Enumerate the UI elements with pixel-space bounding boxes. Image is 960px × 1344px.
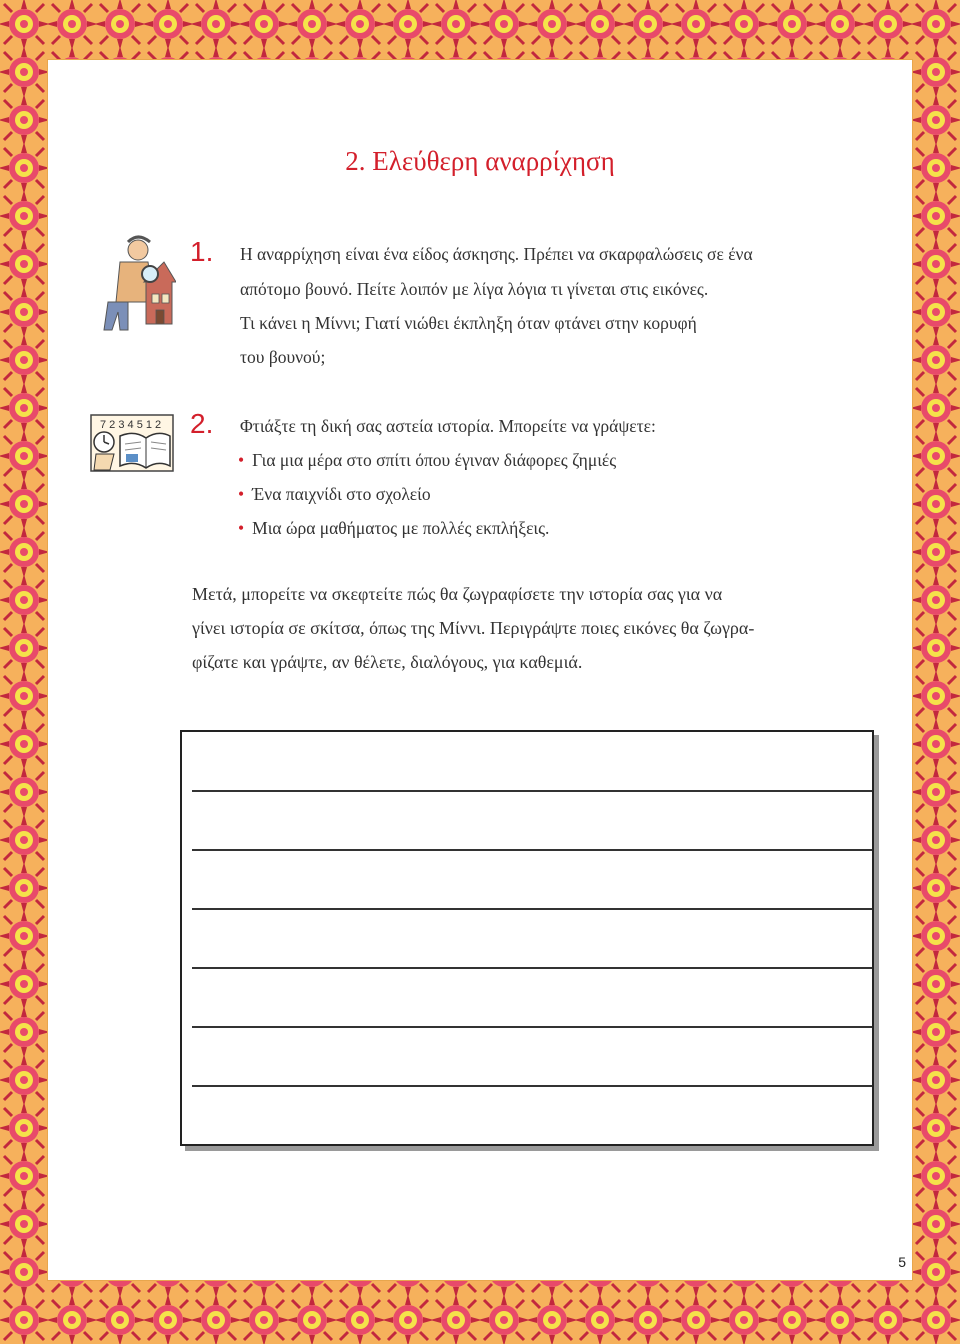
section-1-line: Τι κάνει η Μίννι; Γιατί νιώθει έκπληξη όταν φτάνει στην κορυφή bbox=[240, 313, 697, 333]
svg-text:7 2 3 4 5 1 2: 7 2 3 4 5 1 2 bbox=[100, 419, 162, 431]
bullet-dot-icon: • bbox=[238, 484, 245, 504]
bullet-item: • Για μια μέρα στο σπίτι όπου έγιναν διάφορες ζημιές bbox=[238, 450, 617, 470]
clock-book-icon bbox=[90, 414, 174, 472]
section-1-line: Η αναρρίχηση είναι ένα είδος άσκησης. Πρέπει να σκαρφαλώσεις σε ένα bbox=[240, 244, 753, 264]
writing-line bbox=[192, 1026, 872, 1028]
detective-house-icon bbox=[98, 232, 176, 332]
writing-line bbox=[192, 908, 872, 910]
writing-line bbox=[192, 1085, 872, 1087]
bullet-item: • Μια ώρα μαθήματος με πολλές εκπλήξεις. bbox=[238, 518, 550, 538]
section-2-number: 2. bbox=[190, 408, 214, 439]
writing-line bbox=[192, 849, 872, 851]
section-1-line: απότομο βουνό. Πείτε λοιπόν με λίγα λόγια τι γίνεται στις εικόνες. bbox=[240, 279, 709, 299]
worksheet-page bbox=[48, 60, 912, 1280]
writing-box[interactable] bbox=[180, 730, 874, 1146]
bullet-item: • Ένα παιχνίδι στο σχολείο bbox=[238, 484, 431, 504]
writing-line bbox=[192, 790, 872, 792]
instruction-paragraph-line: φίζατε και γράψτε, αν θέλετε, διαλόγους, για καθεμιά. bbox=[192, 652, 583, 672]
section-2-intro: Φτιάξτε τη δική σας αστεία ιστορία. Μπορείτε να γράψετε: bbox=[240, 416, 656, 436]
bullet-dot-icon: • bbox=[238, 518, 245, 538]
bullet-dot-icon: • bbox=[238, 450, 245, 470]
section-1-number: 1. bbox=[190, 236, 214, 267]
page-title: 2. Ελεύθερη αναρρίχηση bbox=[345, 146, 615, 176]
writing-line bbox=[192, 967, 872, 969]
section-1-line: του βουνού; bbox=[240, 347, 326, 367]
instruction-paragraph-line: γίνει ιστορία σε σκίτσα, όπως της Μίννι. Περιγράψτε ποιες εικόνες θα ζωγρα- bbox=[192, 618, 755, 638]
instruction-paragraph-line: Μετά, μπορείτε να σκεφτείτε πώς θα ζωγραφίσετε την ιστορία σας για να bbox=[192, 584, 723, 604]
page-number: 5 bbox=[898, 1254, 906, 1270]
